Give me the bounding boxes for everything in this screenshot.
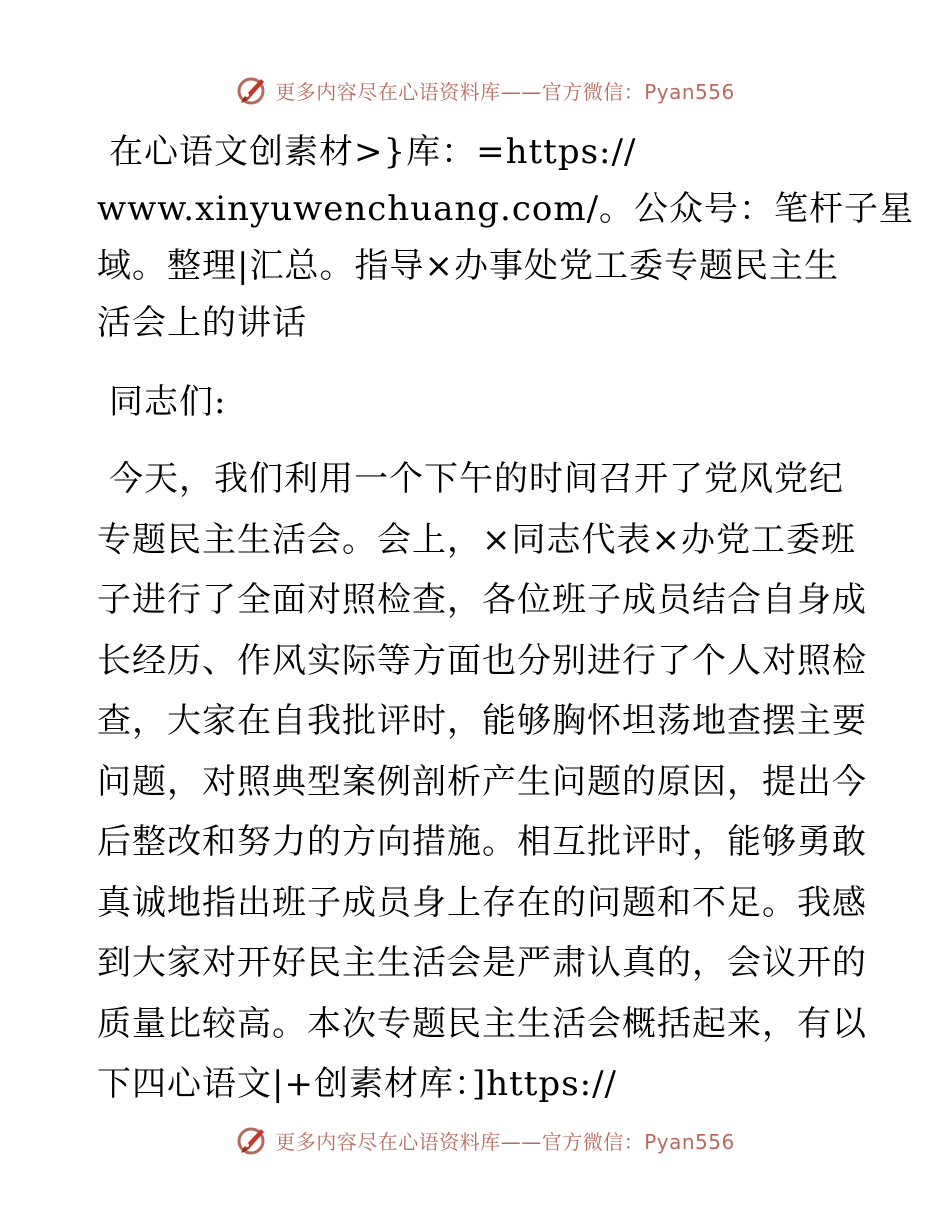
body-line: 长经历、作风实际等方面也分别进行了个人对照检 [97, 640, 867, 681]
document-body [97, 124, 915, 1115]
body-line: 问题，对照典型案例剖析产生问题的原因，提出今 [97, 761, 867, 802]
quill-pen-logo-icon [235, 73, 269, 107]
body-line: 后整改和努力的方向措施。相互批评时，能够勇敢 [97, 822, 867, 862]
body-line: 查，大家在自我批评时，能够胸怀坦荡地查摆主要 [97, 701, 867, 741]
body-line: 专题民主生活会。会上，×同志代表×办党工委班 [97, 519, 856, 560]
header-banner-text: 更多内容尽在心语资料库——官方微信：Pyan556 [275, 79, 735, 104]
document-intro [97, 124, 915, 352]
header-banner [0, 70, 950, 110]
intro-line: www.xinyuwenchuang.com/。公众号：笔杆子星 [97, 189, 915, 229]
body-line: 到大家对开好民主生活会是严肃认真的，会议开的 [97, 943, 867, 983]
body-line: 子进行了全面对照检查，各位班子成员结合自身成 [97, 580, 867, 620]
body-line: 质量比较高。本次专题民主生活会概括起来，有以 [97, 1003, 867, 1044]
footer-banner-text: 更多内容尽在心语资料库——官方微信：Pyan556 [275, 1129, 735, 1154]
body-line: 真诚地指出班子成员身上存在的问题和不足。我感 [97, 882, 867, 923]
quill-pen-logo-icon [235, 1123, 269, 1157]
body-paragraph [97, 449, 867, 1115]
body-line: 今天，我们利用一个下午的时间召开了党风党纪 [109, 459, 844, 499]
intro-line: 在心语文创素材>}库：=https:// [109, 132, 637, 172]
intro-line: 活会上的讲话 [97, 303, 307, 343]
footer-banner [0, 1120, 950, 1160]
greeting: 同志们: [109, 382, 227, 422]
body-line: 下四心语文|+创素材库：]https:// [97, 1064, 618, 1104]
intro-line: 域。整理|汇总。指导×办事处党工委专题民主生 [97, 246, 839, 286]
